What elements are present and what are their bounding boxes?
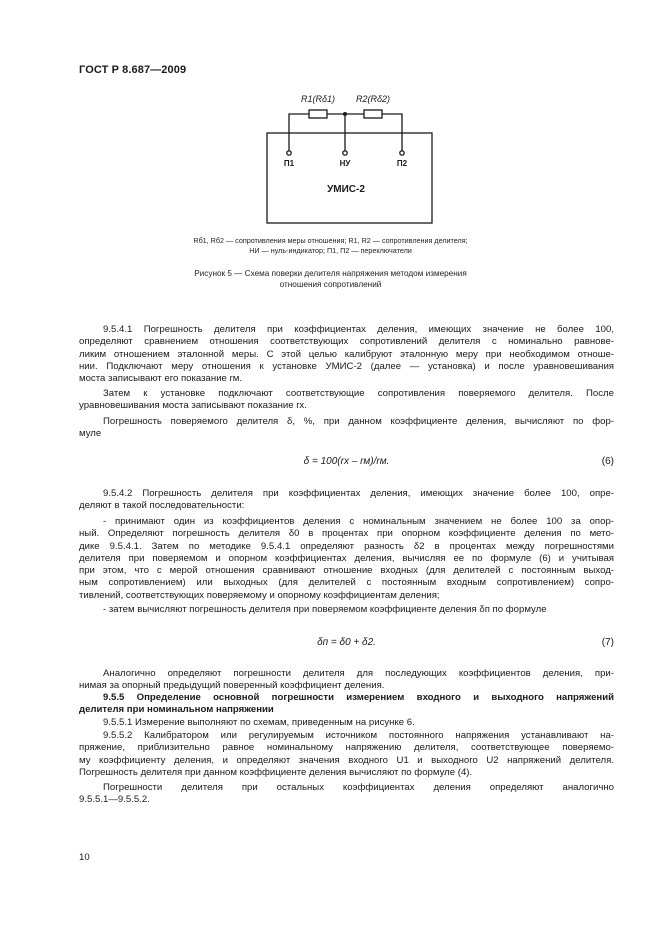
text-line: му коэффициенту деления, и определяют значения входного U1 и выходного U2 напряжений делителя. — [79, 754, 614, 766]
junction-dot — [343, 112, 347, 116]
text-line: определяют сравнением отношения соответствующих сопротивлений делителя с номинально равнове- — [79, 336, 614, 348]
text-line: 9.5.5.2 Калибратором или регулируемым источником постоянного напряжения устанавливают на- — [103, 730, 614, 741]
text-line: Погрешности делителя при остальных коэффициентах деления определяют аналогично — [103, 782, 614, 793]
text-line: - затем вычисляют погрешность делителя при поверяемом коэффициенте деления δп по формуле — [103, 604, 547, 615]
text-line: Затем к установке подключают соответствующие сопротивления поверяемого делителя. После — [103, 388, 614, 399]
device-box — [267, 133, 432, 223]
text-line: 9.5.5.1—9.5.5.2. — [79, 794, 150, 806]
label-device: УМИС-2 — [327, 184, 365, 195]
text-line: нимая за опорный предыдущий поверенный коэффициент деления. — [79, 680, 385, 692]
paragraph-after-connect — [79, 388, 614, 413]
equation-7-number: (7) — [601, 637, 614, 648]
equation-6 — [79, 456, 614, 470]
text-line: деляют в такой последовательности: — [79, 500, 245, 512]
text-line: Аналогично определяют погрешности делителя для последующих коэффициентов деления, при- — [103, 668, 614, 679]
text-line: муле — [79, 428, 102, 440]
text-line: пряжение, приблизительно равное номинальному напряжению делителя, соответствующее поверяемо- — [79, 742, 614, 754]
label-r2: R2(Rδ2) — [356, 94, 391, 104]
heading-9-5-5 — [79, 692, 614, 717]
label-nu: НУ — [339, 159, 351, 168]
resistor-r2 — [364, 110, 382, 118]
text-line: ный. Определяют погрешность делителя δ0 в процентах при опорном коэффициенте деления по мето- — [79, 528, 614, 540]
text-line: Погрешность поверяемого делителя δ, %, при данном коэффициенте деления, вычисляют по фор- — [103, 416, 614, 427]
document-code: ГОСТ Р 8.687—2009 — [79, 64, 187, 76]
text-line: - принимают один из коэффициентов деления с номинальным значением не более 100 за опор- — [103, 516, 614, 527]
text-line: Погрешность делителя при данном коэффициенте деления вычисляют по формуле (4). — [79, 766, 473, 778]
text-line: делителя при номинальном напряжении — [79, 704, 274, 716]
label-r1: R1(Rδ1) — [301, 94, 336, 104]
page-number: 10 — [79, 852, 90, 863]
terminal-p2 — [400, 151, 404, 155]
text-line: 9.5.5 Определение основной погрешности измерением входного и выходного напряжений — [103, 692, 614, 703]
figure-caption-line-1: Рисунок 5 — Схема поверки делителя напряжения методом измерения — [194, 269, 467, 278]
paragraph-9-5-5-2 — [79, 730, 614, 779]
paragraph-9-5-5-1 — [79, 717, 614, 729]
equation-6-number: (6) — [601, 456, 614, 467]
text-line: моста записывают его показание rм. — [79, 373, 243, 385]
text-line: тивлений, соответствующих поверяемому и опорному коэффициентам деления; — [79, 589, 440, 601]
paragraph-remaining — [79, 782, 614, 807]
paragraph-error-calc — [79, 416, 614, 441]
text-line: ным сопротивлением) или выходных (для делителей с постоянным входным сопротивлением) сопро- — [79, 577, 614, 589]
figure-caption-line-2: отношения сопротивлений — [279, 280, 382, 289]
figure-legend-line-2: НИ — нуль-индикатор; П1, П2 — переключатели — [249, 246, 412, 255]
equation-7-formula: δп = δ0 + δ2. — [317, 637, 376, 648]
text-line: при этом, что с мерой отношения сравнивают отношение входных (для делителей с постоянным выход- — [79, 565, 614, 577]
text-line: нии. Подключают меру отношения к установке УМИС-2 (далее — установка) и после уравновешивания — [79, 360, 614, 372]
text-line: 9.5.5.1 Измерение выполняют по схемам, приведенным на рисунке 6. — [103, 717, 415, 728]
text-line: делителя при поверяемом и опорном коэффициентах деления, вычисляя ее по формуле (6) и учитывая — [79, 552, 614, 564]
terminal-p1 — [287, 151, 291, 155]
paragraph-similarly — [79, 668, 614, 693]
label-p1: П1 — [283, 159, 295, 168]
paragraph-9-5-4-1 — [79, 324, 614, 385]
figure-legend-line-1: Rб1, Rб2 — сопротивления меры отношения; R1, R2 — сопротивления делителя; — [193, 236, 468, 245]
equation-6-formula: δ = 100(rx – rм)/rм. — [303, 456, 390, 467]
terminal-nu — [343, 151, 347, 155]
text-line: ликим отношением эталонной меры. С этой целью калибруют эталонную меру при необходимом отноше- — [79, 348, 614, 360]
paragraph-9-5-4-2 — [79, 488, 614, 513]
resistor-r1 — [309, 110, 327, 118]
text-line: 9.5.4.1 Погрешность делителя при коэффициентах деления, имеющих значение не более 100, — [103, 324, 614, 335]
bullet-2 — [79, 604, 614, 616]
equation-7 — [79, 637, 614, 651]
bullet-1 — [79, 516, 614, 602]
label-p2: П2 — [396, 159, 408, 168]
text-line: 9.5.4.2 Погрешность делителя при коэффициентах деления, имеющих значение более 100, опре- — [103, 488, 614, 499]
text-line: дике 9.5.4.1. Затем по методике 9.5.4.1 определяют разность δ2 в процентах между погрешностями — [79, 540, 614, 552]
text-line: уравновешивания моста записывают показание rx. — [79, 400, 307, 412]
